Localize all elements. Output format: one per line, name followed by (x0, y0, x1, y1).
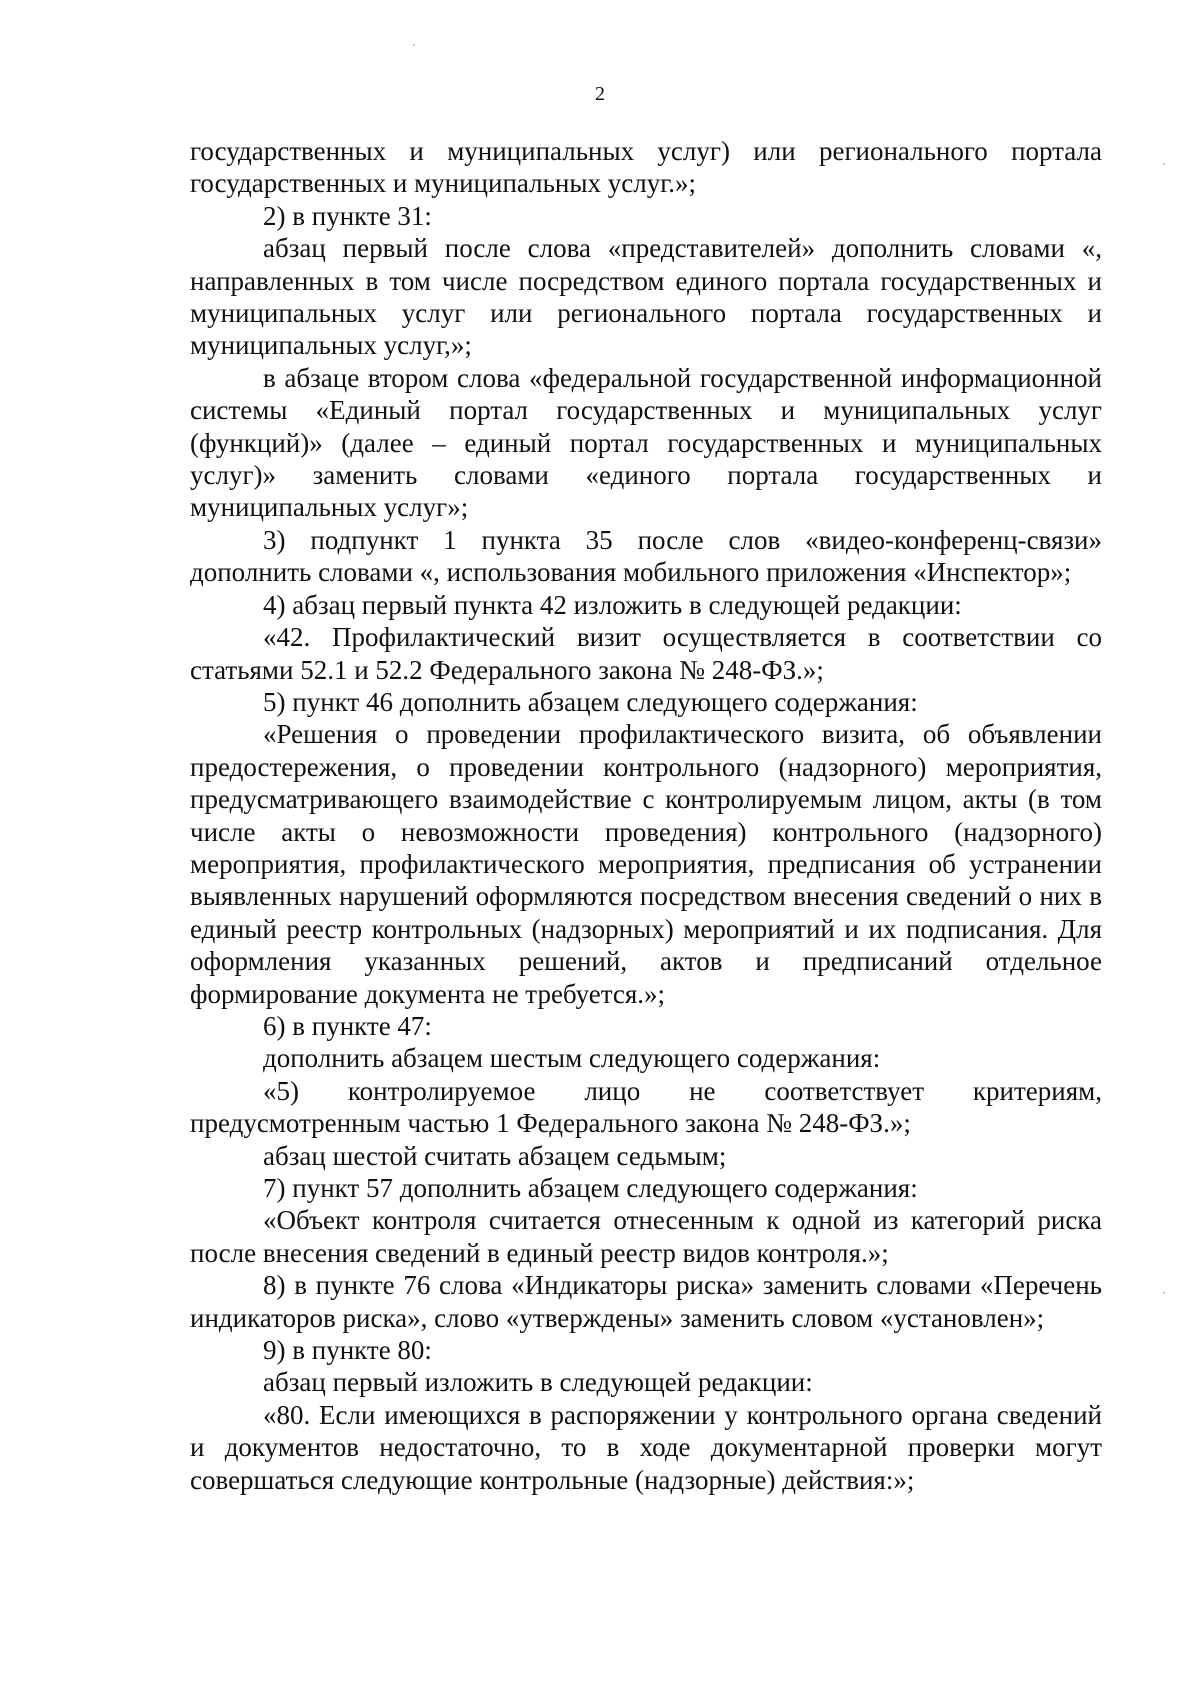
paragraph: «Решения о проведении профилактического визита, об объявлении предостережения, о проведении контрольного (надзорного) мероприятия, предусматривающего взаимодействие с контролируемым лицом, акты (в том числе акты о невозможности проведения) контрольного (надзорного) мероприятия, профилактического мероприятия, предписания об устранении выявленных нарушений оформляются посредством внесения сведений о них в единый реестр контрольных (надзорных) мероприятий и их подписания. Для оформления указанных решений, актов и предписаний отдельное формирование документа не требуется.»; (190, 719, 1102, 1009)
paragraph: государственных и муниципальных услуг) или регионального портала государственных и муниципальных услуг.»; (190, 136, 1102, 199)
paragraph: 8) в пункте 76 слова «Индикаторы риска» заменить словами «Перечень индикаторов риска», слово «утверждены» заменить словом «установлен»; (190, 1270, 1102, 1333)
paragraph: дополнить абзацем шестым следующего содержания: (263, 1043, 881, 1074)
scan-speck (1163, 163, 1165, 165)
paragraph: 7) пункт 57 дополнить абзацем следующего содержания: (263, 1173, 918, 1203)
paragraph: 3) подпункт 1 пункта 35 после слов «видео-конференц-связи» дополнить словами «, использования мобильного приложения «Инспектор»; (190, 524, 1102, 588)
scan-speck (413, 44, 415, 46)
paragraph: абзац первый после слова «представителей» дополнить словами «, направленных в том числе посредством единого портала государственных и муниципальных услуг или регионального портала государственных и муниципальных услуг,»; (190, 233, 1102, 361)
paragraph: 5) пункт 46 дополнить абзацем следующего содержания: (263, 686, 918, 717)
paragraph: «5) контролируемое лицо не соответствует критериям, предусмотренным частью 1 Федерального закона № 248-ФЗ.»; (190, 1075, 1102, 1139)
paragraph: в абзаце втором слова «федеральной государственной информационной системы «Единый портал государственных и муниципальных услуг (функций)» (далее – единый портал государственных и муниципальных услуг)» заменить словами «единого портала государственных и муниципальных услуг»; (190, 362, 1102, 523)
scan-speck (1163, 1292, 1165, 1294)
paragraph: «42. Профилактический визит осуществляется в соответствии со статьями 52.1 и 52.2 Федерального закона № 248-ФЗ.»; (190, 622, 1102, 685)
paragraph: абзац шестой считать абзацем седьмым; (263, 1140, 727, 1171)
paragraph: 6) в пункте 47: (263, 1010, 432, 1041)
paragraph: «80. Если имеющихся в распоряжении у контрольного органа сведений и документов недостаточно, то в ходе документарной проверки могут совершаться следующие контрольные (надзорные) действия:»; (190, 1399, 1102, 1495)
document-body (190, 135, 1102, 1496)
paragraph: 9) в пункте 80: (263, 1335, 432, 1366)
paragraph: 2) в пункте 31: (263, 200, 432, 231)
paragraph: «Объект контроля считается отнесенным к одной из категорий риска после внесения сведений в единый реестр видов контроля.»; (190, 1205, 1102, 1268)
paragraph: абзац первый изложить в следующей редакции: (263, 1367, 813, 1398)
paragraph: 4) абзац первый пункта 42 изложить в следующей редакции: (263, 589, 962, 620)
page-number: 2 (595, 83, 605, 105)
